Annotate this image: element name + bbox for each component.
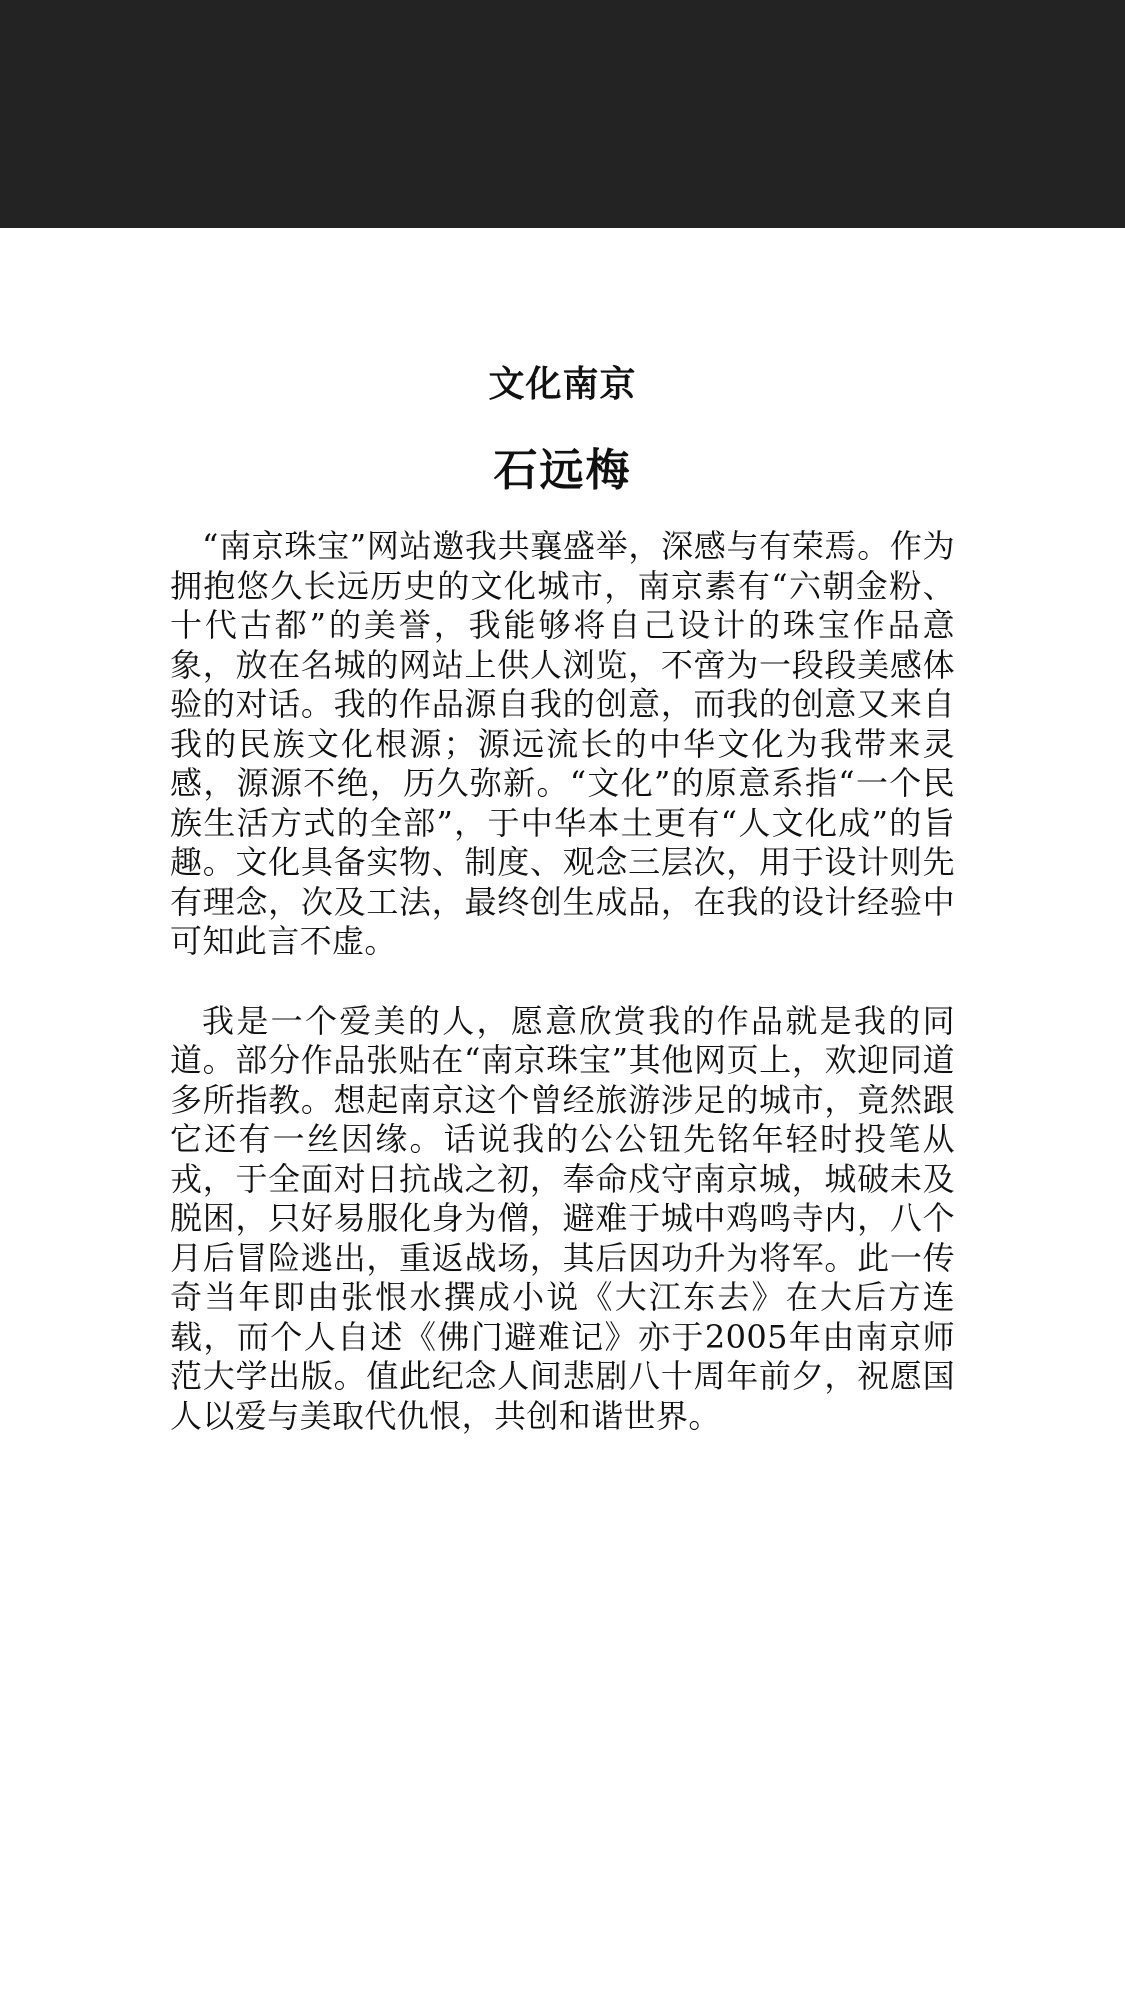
article-paragraph-1: “南京珠宝”网站邀我共襄盛举，深感与有荣焉。作为拥抱悠久长远历史的文化城市，南京素有“六朝金粉、十代古都”的美誉，我能够将自己设计的珠宝作品意象，放在名城的网站上供人浏览，不啻为一段段美感体验的对话。我的作品源自我的创意，而我的创意又来自我的民族文化根源；源远流长的中华文化为我带来灵感，源源不绝，历久弥新。“文化”的原意系指“一个民族生活方式的全部”，于中华本土更有“人文化成”的旨趣。文化具备实物、制度、观念三层次，用于设计则先有理念，次及工法，最终创生成品，在我的设计经验中可知此言不虚。 (170, 527, 955, 960)
article (170, 355, 955, 1436)
top-bar (0, 0, 1125, 228)
article-paragraph-2: 我是一个爱美的人，愿意欣赏我的作品就是我的同道。部分作品张贴在“南京珠宝”其他网页上，欢迎同道多所指教。想起南京这个曾经旅游涉足的城市，竟然跟它还有一丝因缘。话说我的公公钮先铭年轻时投笔从戎，于全面对日抗战之初，奉命戍守南京城，城破未及脱困，只好易服化身为僧，避难于城中鸡鸣寺内，八个月后冒险逃出，重返战场，其后因功升为将军。此一传奇当年即由张恨水撰成小说《大江东去》在大后方连载，而个人自述《佛门避难记》亦于2005年由南京师范大学出版。值此纪念人间悲剧八十周年前夕，祝愿国人以爱与美取代仇恨，共创和谐世界。 (170, 1001, 955, 1435)
section-title: 文化南京 (488, 364, 637, 405)
author-name: 石远梅 (493, 445, 632, 496)
